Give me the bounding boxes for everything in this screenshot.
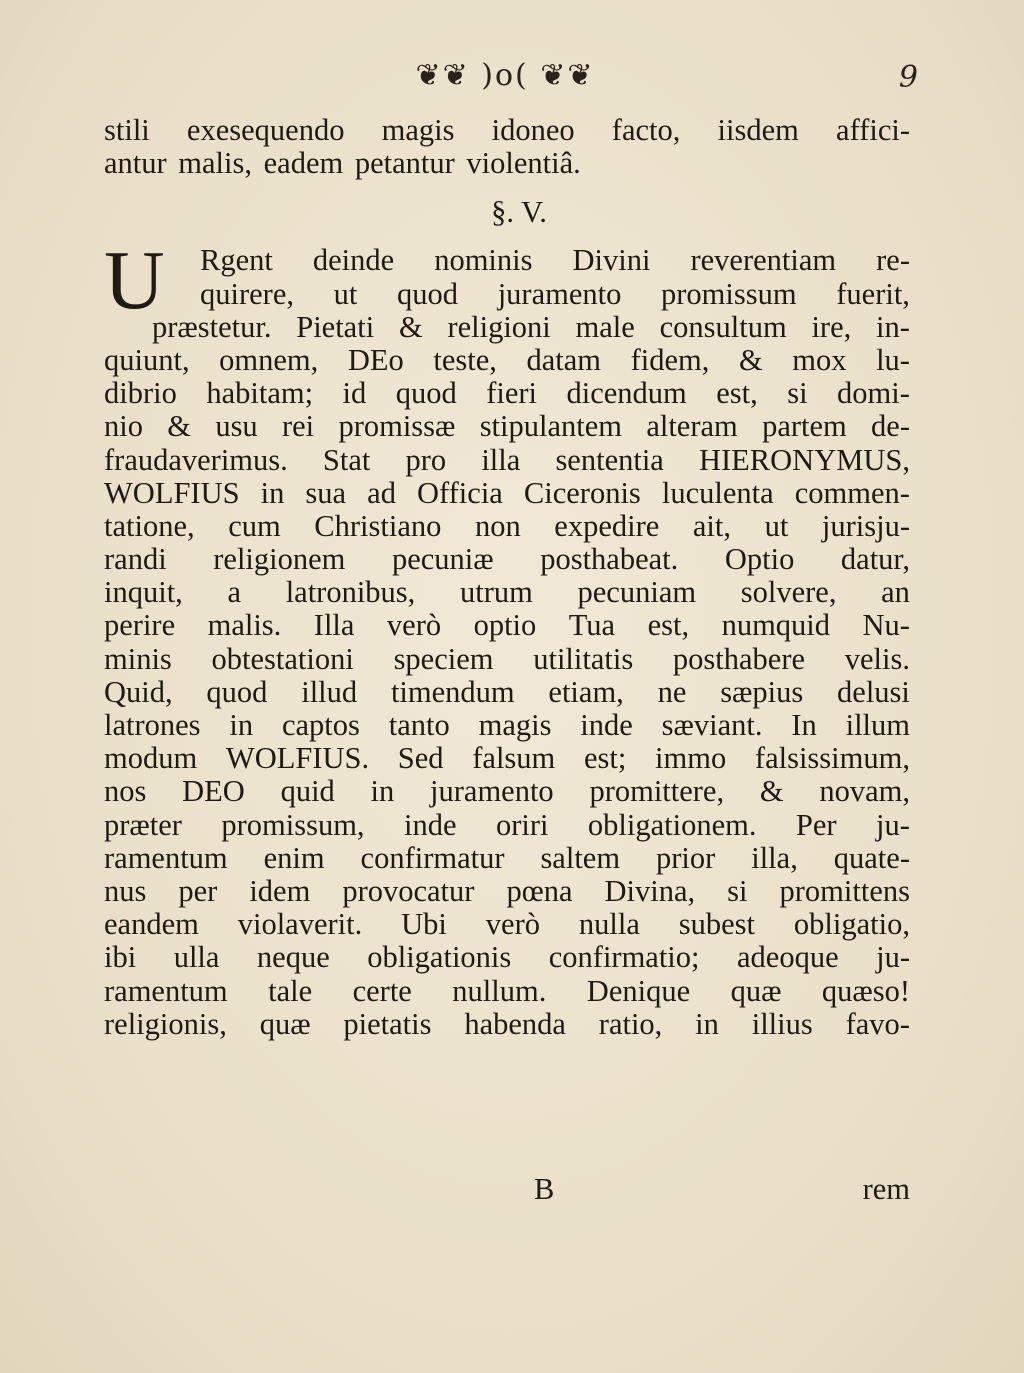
word: falsum [472, 741, 556, 776]
word: In [791, 708, 817, 742]
word: oriri [495, 807, 549, 842]
word: obtestationi [211, 641, 354, 676]
word: stipulantem [479, 409, 623, 444]
word: habenda [464, 1006, 566, 1041]
word: an [881, 575, 910, 610]
page-footer [104, 1172, 910, 1206]
word: Tua [568, 608, 616, 643]
word: promittens [779, 873, 910, 908]
word: Officia [417, 475, 503, 510]
page-number: 9 [898, 60, 918, 95]
word: illud [301, 674, 358, 709]
text-line [104, 975, 910, 1008]
text-line [104, 609, 910, 642]
word: illum [845, 708, 910, 742]
word: ramentum [104, 840, 228, 875]
word: pro [405, 442, 447, 477]
paragraph [104, 234, 910, 1041]
header-ornament: ❦❦ )o( ❦❦ [415, 58, 595, 93]
word: nus [104, 873, 147, 908]
word: rei [281, 409, 315, 444]
word: in [695, 1006, 719, 1041]
text-line [104, 941, 910, 974]
word: fieri [486, 376, 538, 411]
word: promissæ [338, 409, 456, 444]
word: speciem [393, 641, 494, 676]
word: id [342, 376, 367, 411]
word: idem [249, 873, 311, 908]
word: illa, [751, 840, 798, 875]
word: illa [481, 442, 521, 477]
word: captos [281, 708, 360, 742]
word: ju- [876, 940, 910, 975]
word: sua [305, 475, 347, 510]
word: malis. [207, 608, 282, 643]
word: religionis, [104, 1006, 227, 1041]
word: quod [395, 376, 457, 411]
word: nio [104, 409, 143, 444]
word: & [167, 409, 192, 444]
word: pietatis [343, 1006, 432, 1041]
word: magis [478, 708, 552, 742]
word: tatione, [104, 508, 195, 543]
word: Nu- [862, 608, 910, 643]
text-line [104, 576, 910, 609]
text-line: stili exesequendo magis idoneo facto, iisdem affici- [104, 113, 910, 147]
word: utrum [459, 575, 533, 610]
text-line [104, 477, 910, 510]
word: solvere, [740, 575, 837, 610]
word: sæviant. [661, 708, 763, 742]
word: male [575, 309, 635, 344]
word: DEo [347, 342, 404, 377]
word: Pietati [296, 309, 375, 344]
text-line [104, 842, 910, 875]
word: modum [104, 741, 198, 776]
word: timendum [390, 674, 515, 709]
word: randi [104, 542, 167, 577]
word: prior [656, 840, 716, 875]
word: Divina, [604, 873, 696, 908]
word: mox [792, 342, 847, 377]
text-line [152, 311, 910, 344]
text-line [104, 344, 910, 377]
text-line [104, 709, 910, 742]
word: DEO [182, 774, 245, 809]
word: si [787, 376, 808, 411]
word: expedire [554, 508, 660, 543]
word: sententia [555, 442, 664, 477]
word: alteram [646, 409, 738, 444]
word: novam, [819, 774, 910, 809]
word: immo [655, 741, 727, 776]
word: inde [404, 807, 457, 842]
word: nos [104, 774, 147, 809]
word: confirmatio; [548, 940, 700, 975]
catchword: rem [862, 1172, 910, 1206]
word: datur, [840, 542, 910, 577]
text-line: antur malis, eadem petantur violentiâ. [104, 146, 581, 181]
word: consultum [659, 309, 787, 344]
text-line [104, 809, 910, 842]
body-text [104, 114, 910, 1041]
word: inquit, [104, 575, 183, 610]
drop-cap: U [104, 234, 165, 328]
word: velis. [844, 641, 910, 676]
word: latronibus, [285, 575, 416, 610]
word: verò [485, 907, 540, 942]
text-line [104, 410, 910, 443]
word: WOLFIUS. [225, 741, 370, 776]
word: violaverit. [237, 907, 363, 942]
word: ramentum [104, 973, 228, 1008]
word: verò [386, 608, 442, 643]
word: quæ [730, 973, 782, 1008]
word: dibrio [104, 376, 177, 411]
word: & [398, 309, 423, 344]
word: etiam, [548, 674, 624, 709]
word: adeoque [737, 940, 839, 975]
word: latrones [104, 708, 201, 742]
word: enim [263, 840, 325, 875]
word: ut [333, 276, 358, 311]
word: est; [583, 741, 627, 776]
word: Divini [572, 243, 651, 278]
word: fraudaverimus. [104, 442, 288, 477]
word: confirmatur [360, 840, 505, 875]
word: numquid [721, 608, 831, 643]
word: obligationem. [587, 807, 757, 842]
word: obligationis [367, 940, 512, 975]
word: ju- [876, 807, 910, 842]
word: perire [104, 608, 176, 643]
word: quirere, [200, 276, 294, 311]
text-line [104, 444, 910, 477]
word: est, [647, 608, 690, 643]
word: tale [268, 973, 313, 1008]
word: posthabeat. [540, 542, 679, 577]
word: habitam; [206, 376, 314, 411]
word: neque [256, 940, 330, 975]
word: pecuniam [577, 575, 697, 610]
section-heading: §. V. [491, 194, 547, 229]
word: delusi [837, 674, 910, 709]
word: ne [657, 674, 687, 709]
word: teste, [433, 342, 497, 377]
text-line [104, 643, 910, 676]
text-line [104, 676, 910, 709]
word: ait, [692, 508, 731, 543]
signature-mark: B [534, 1172, 555, 1206]
word: re- [876, 243, 910, 278]
word: obligatio, [793, 907, 910, 942]
word: si [727, 873, 748, 908]
text-line [104, 510, 910, 543]
word: fuerit, [836, 276, 910, 311]
word: Denique [586, 973, 691, 1008]
word: reverentiam [690, 243, 837, 278]
word: quæ [259, 1006, 311, 1041]
text-line [104, 875, 910, 908]
word: quod [206, 674, 268, 709]
word: favo- [845, 1006, 910, 1041]
word: partem [762, 409, 847, 444]
text-line [104, 1008, 910, 1041]
word: præter [104, 807, 182, 842]
word: omnem, [219, 342, 319, 377]
word: pœna [506, 873, 573, 908]
word: in [370, 774, 395, 809]
word: juramento [497, 276, 622, 311]
word: ratio, [598, 1006, 663, 1041]
word: usu [215, 409, 258, 444]
word: de- [871, 409, 910, 444]
word: saltem [540, 840, 621, 875]
word: inde [580, 708, 633, 742]
word: jurisju- [821, 508, 910, 543]
word: provocatur [342, 873, 475, 908]
word: quiunt, [104, 342, 190, 377]
word: Stat [322, 442, 371, 477]
word: cum [228, 508, 281, 543]
word: WOLFIUS [104, 475, 240, 510]
word: dicendum [566, 376, 687, 411]
word: ulla [173, 940, 220, 975]
word: nulla [578, 907, 640, 942]
word: quid [280, 774, 335, 809]
word: datam [526, 342, 601, 377]
word: nominis [434, 243, 533, 278]
word: & [738, 342, 763, 377]
word: lu- [876, 342, 910, 377]
word: in- [876, 309, 910, 344]
word: Quid, [104, 674, 173, 709]
word: eandem [104, 907, 199, 942]
word: quate- [833, 840, 910, 875]
word: ad [367, 475, 396, 510]
word: ut [764, 508, 789, 543]
word: tanto [388, 708, 450, 742]
text-line [104, 377, 910, 410]
word: utilitatis [533, 641, 634, 676]
page-header [0, 58, 1024, 98]
word: promittere, [589, 774, 725, 809]
text-line [152, 278, 910, 311]
word: ire, [811, 309, 852, 344]
word: Rgent [200, 243, 273, 278]
word: Ciceronis [523, 475, 641, 510]
word: falsissimum, [754, 741, 910, 776]
text-line [104, 775, 910, 808]
word: sæpius [720, 674, 804, 709]
word: non [474, 508, 521, 543]
word: præstetur. [152, 309, 272, 344]
word: per [178, 873, 218, 908]
word: est, [716, 376, 758, 411]
word: in [260, 475, 285, 510]
word: Optio [724, 542, 795, 577]
word: posthabere [672, 641, 806, 676]
word: religionem [213, 542, 346, 577]
word: nullum. [452, 973, 547, 1008]
word: quod [397, 276, 459, 311]
word: a [227, 575, 242, 610]
word: optio [473, 608, 537, 643]
word: Sed [397, 741, 444, 776]
word: commen- [794, 475, 910, 510]
word: quæso! [821, 973, 910, 1008]
word: & [759, 774, 784, 809]
word: domi- [837, 376, 910, 411]
text-line [104, 543, 910, 576]
word: promissum [661, 276, 797, 311]
word: certe [352, 973, 412, 1008]
word: HIERONYMUS, [698, 442, 910, 477]
word: minis [104, 641, 172, 676]
word: pecuniæ [391, 542, 494, 577]
word: Illa [313, 608, 355, 643]
word: deinde [312, 243, 395, 278]
word: promissum, [221, 807, 365, 842]
word: illius [751, 1006, 813, 1041]
text-line [104, 908, 910, 941]
word: luculenta [661, 475, 774, 510]
text-line [104, 742, 910, 775]
word: religioni [447, 309, 551, 344]
word: fidem, [630, 342, 710, 377]
word: in [229, 708, 254, 742]
word: Christiano [314, 508, 442, 543]
word: subest [678, 907, 756, 942]
word: ibi [104, 940, 137, 975]
text-line [152, 244, 910, 277]
word: Ubi [401, 907, 447, 942]
word: Per [795, 807, 837, 842]
word: juramento [430, 774, 554, 809]
